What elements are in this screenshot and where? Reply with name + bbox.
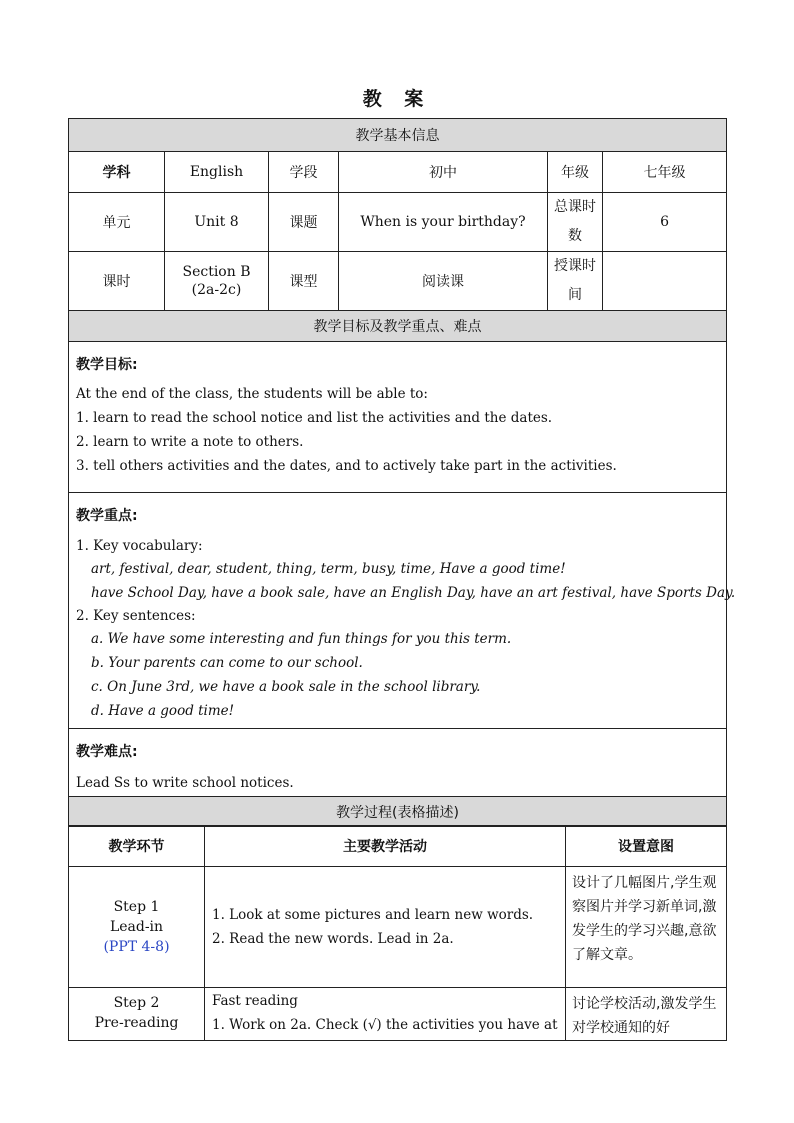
step1-stage: Lead-in	[109, 919, 164, 935]
difficulty-text: Lead Ss to write school notices.	[76, 775, 294, 791]
step2-activities	[205, 988, 566, 1041]
unit-label: 单元	[69, 193, 165, 252]
goal-line: 1. learn to read the school notice and list the activities and the dates.	[76, 410, 553, 426]
stage-label: 学段	[269, 152, 339, 193]
unit-value: Unit 8	[165, 193, 269, 252]
topic-label: 课题	[269, 193, 339, 252]
vocab-line: have School Day, have a book sale, have an English Day, have an art festival, have Sports Day.	[91, 585, 736, 601]
activity-line: 1. Look at some pictures and learn new words.	[212, 907, 534, 923]
goal-line: 2. learn to write a note to others.	[76, 434, 304, 450]
sentence-line: a. We have some interesting and fun things for you this term.	[91, 631, 512, 647]
sentence-line: c. On June 3rd, we have a book sale in the school library.	[91, 679, 481, 695]
step1-cell	[69, 867, 205, 988]
period-line-2: (2a-2c)	[191, 282, 242, 298]
col-step: 教学环节	[69, 826, 205, 867]
period-label: 课时	[69, 252, 165, 311]
stage-value: 初中	[339, 152, 548, 193]
vocab-label: 1. Key vocabulary:	[76, 538, 203, 554]
step2-purpose: 讨论学校活动,激发学生对学校通知的好	[566, 988, 727, 1041]
step2-stage: Pre-reading	[94, 1015, 179, 1031]
page-title: 教 案	[362, 88, 432, 110]
activity-line: 1. Work on 2a. Check (√) the activities you have at	[212, 1017, 558, 1033]
period-line-1: Section B	[182, 264, 251, 280]
process-table	[68, 825, 727, 1041]
topic-value: When is your birthday?	[339, 193, 548, 252]
subject-value: English	[165, 152, 269, 193]
goal-line: 3. tell others activities and the dates, and to actively take part in the activities.	[76, 458, 617, 474]
teach-time-value	[603, 252, 727, 311]
process-header: 教学过程(表格描述)	[69, 797, 727, 827]
step2-cell	[69, 988, 205, 1041]
col-activities: 主要教学活动	[205, 826, 566, 867]
total-periods-value: 6	[603, 193, 727, 252]
sentence-line: d. Have a good time!	[91, 703, 235, 719]
basic-info-header: 教学基本信息	[69, 119, 727, 152]
step1-activities	[205, 867, 566, 988]
sentences-label: 2. Key sentences:	[76, 608, 196, 624]
goal-line: At the end of the class, the students will be able to:	[76, 386, 428, 402]
difficulty-heading: 教学难点:	[76, 744, 138, 760]
vocab-line: art, festival, dear, student, thing, term, busy, time, Have a good time!	[91, 561, 566, 577]
lesson-plan-table	[68, 118, 736, 827]
activity-line: 2. Read the new words. Lead in 2a.	[212, 931, 454, 947]
teach-time-label: 授课时间	[548, 252, 603, 311]
col-purpose: 设置意图	[566, 826, 727, 867]
key-points-heading: 教学重点:	[76, 508, 138, 524]
grade-value: 七年级	[603, 152, 727, 193]
total-periods-label: 总课时数	[548, 193, 603, 252]
step1-name: Step 1	[113, 899, 160, 915]
sentence-line: b. Your parents can come to our school.	[91, 655, 363, 671]
goals-heading: 教学目标:	[76, 357, 138, 373]
grade-label: 年级	[548, 152, 603, 193]
difficulty-block	[69, 729, 727, 797]
step1-ppt: (PPT 4-8)	[103, 939, 170, 955]
type-value: 阅读课	[339, 252, 548, 311]
type-label: 课型	[269, 252, 339, 311]
subject-label: 学科	[69, 152, 165, 193]
period-value	[165, 252, 269, 311]
step2-name: Step 2	[113, 995, 160, 1011]
goals-block	[69, 342, 727, 493]
key-points-block	[69, 493, 736, 729]
step1-purpose: 设计了几幅图片,学生观察图片并学习新单词,激发学生的学习兴趣,意欲了解文章。	[566, 867, 727, 988]
goals-header: 教学目标及教学重点、难点	[69, 311, 727, 342]
activity-line: Fast reading	[212, 993, 298, 1009]
